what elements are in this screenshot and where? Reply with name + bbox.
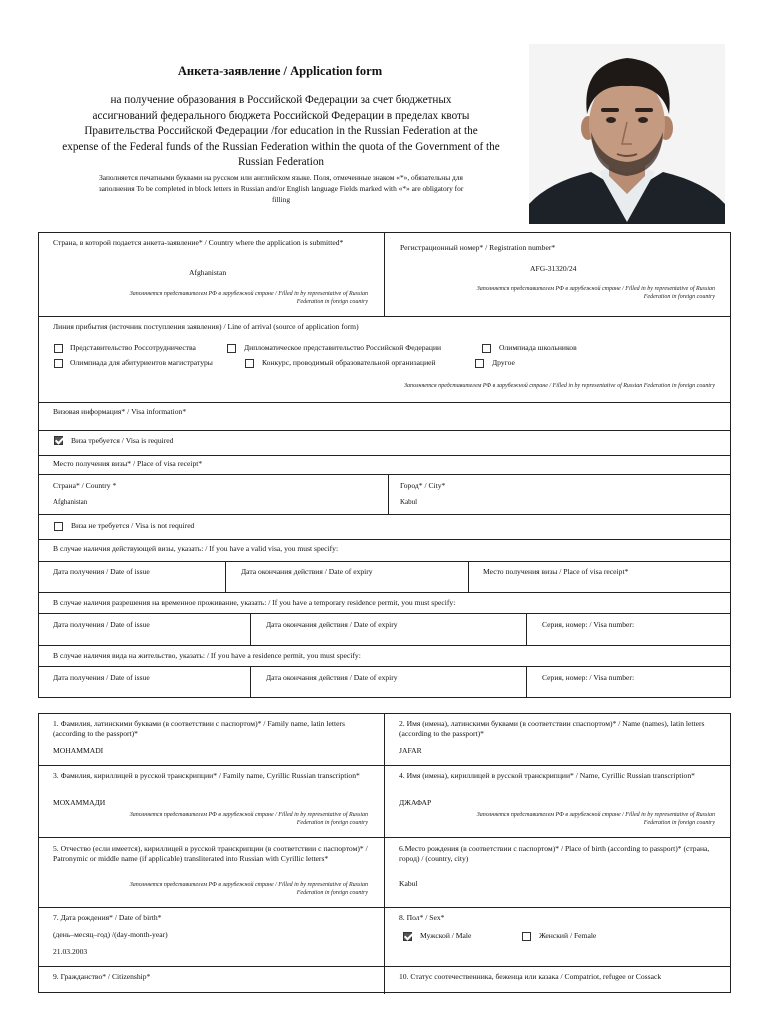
sex-female-checkbox[interactable] <box>522 932 531 941</box>
option-label: Конкурс, проводимый образовательной организацией <box>262 358 436 367</box>
option-diplomatic-checkbox[interactable] <box>227 344 236 353</box>
birthplace-label: 6.Место рождения (в соответствии с паспортом)* / Place of birth (according to passport)* (страна, город) / (country, city) <box>399 844 710 863</box>
dob-format: (день–месяц–год) /(day-month-year) <box>53 930 168 939</box>
res-series-number-label: Серия, номер: / Visa number: <box>542 673 635 682</box>
sex-label: 8. Пол* / Sex* <box>399 913 445 922</box>
compatriot-label: 10. Статус соотечественника, беженца или казака / Compatriot, refugee or Cossack <box>399 972 662 981</box>
rep-note: Заполняется представителем РФ в зарубежной стране / Filled in by representative of Russian Federation in foreign country <box>129 812 368 826</box>
rep-note: Заполняется представителем РФ в зарубежной стране / Filled in by representative of Russian Federation in foreign country <box>476 286 715 300</box>
subtitle-line: Правительства Российской Федерации /for education in the Russian Federation at the <box>84 125 478 137</box>
country-value: Afghanistan <box>189 268 227 277</box>
family-name-label: 1. Фамилия, латинскими буквами (в соответствии с паспортом)* / Family name, latin letters (according to the passport)* <box>53 719 345 738</box>
option-label: Представительство Россотрудничества <box>70 343 196 352</box>
sex-female-label: Женский / Female <box>539 931 597 940</box>
country-label: Страна, в которой подается анкета-заявление* / Country where the application is submitted* <box>53 238 344 247</box>
line-of-arrival-label: Линия прибытия (источник поступления заявления) / Line of arrival (source of application form) <box>53 322 359 331</box>
form-subtitle <box>50 93 512 171</box>
patronymic-label: 5. Отчество (если имеется), кириллицей в русской транскрипции (в соответствии с паспортом)* / Patronymic or middle name (if applicable) transliterated into Russian with Cyrillic letters* <box>53 844 368 863</box>
valid-visa-label: В случае наличия действующей визы, указать: / If you have a valid visa, you must specify: <box>53 544 339 553</box>
city-value: Kabul <box>400 498 418 506</box>
family-name-value: MOHAMMADI <box>53 746 104 755</box>
applicant-photo <box>529 44 725 224</box>
visa-not-required-checkbox[interactable] <box>54 522 63 531</box>
temp-date-issue-label: Дата получения / Date of issue <box>53 620 150 629</box>
name-cyr-value: ДЖАФАР <box>399 798 432 807</box>
rep-note: Заполняется представителем РФ в зарубежной стране / Filled in by representative of Russian Federation in foreign country <box>129 291 368 305</box>
visa-required-label: Виза требуется / Visa is required <box>71 436 174 445</box>
visa-not-required-label: Виза не требуется / Visa is not required <box>71 521 195 530</box>
temp-permit-label: В случае наличия разрешения на временное проживание, указать: / If you have a temporary residence permit, you must specify: <box>53 598 456 607</box>
sex-male-label: Мужской / Male <box>420 931 472 940</box>
res-date-expiry-label: Дата окончания действия / Date of expiry <box>266 673 398 682</box>
form-title: Анкета-заявление / Application form <box>177 64 383 78</box>
res-date-issue-label: Дата получения / Date of issue <box>53 673 150 682</box>
subtitle-line: на получение образования в Российской Федерации за счет бюджетных <box>110 94 452 106</box>
instruction-line: Заполняется печатными буквами на русском или английском языке. Поля, отмеченные знаком «*», обязательны для <box>99 173 463 182</box>
instruction-line: filling <box>271 195 291 204</box>
subtitle-line: ассигнований федерального бюджета Российской Федерации в пределах квоты <box>92 109 470 122</box>
temp-date-expiry-label: Дата окончания действия / Date of expiry <box>266 620 398 629</box>
residence-permit-label: В случае наличия вида на жительство, указать: / If you have a residence permit, you must specify: <box>53 651 361 660</box>
country-star-label: Страна* / Country * <box>53 481 117 490</box>
name-value: JAFAR <box>399 746 422 755</box>
option-other-checkbox[interactable] <box>475 359 484 368</box>
option-label: Олимпиада школьников <box>499 343 577 352</box>
dob-label: 7. Дата рождения* / Date of birth* <box>53 913 162 922</box>
regnum-value: AFG-31320/24 <box>530 264 577 273</box>
subtitle-line: Russian Federation <box>237 156 325 168</box>
temp-series-number-label: Серия, номер: / Visa number: <box>542 620 635 629</box>
name-label: 2. Имя (имена), латинскими буквами (в соответствии спаспортом)* / Name (names), latin letters (according to the passport)* <box>399 719 705 738</box>
visa-required-checkbox[interactable] <box>54 436 63 445</box>
citizenship-label: 9. Гражданство* / Citizenship* <box>53 972 151 981</box>
dob-value: 21.03.2003 <box>53 947 88 956</box>
birthplace-value: Kabul <box>399 879 418 888</box>
country-star-value: Afghanistan <box>53 498 88 506</box>
family-cyr-value: МОХАММАДИ <box>53 798 106 807</box>
instruction-line: заполнения To be completed in block letters in Russian and/or English language Fields marked with «*» are obligatory for <box>98 184 464 193</box>
sex-male-checkbox[interactable] <box>403 932 412 941</box>
place-of-receipt-label: Место получения визы* / Place of visa receipt* <box>53 459 203 468</box>
rep-note: Заполняется представителем РФ в зарубежной стране / Filled in by representative of Russian Federation in foreign country <box>476 812 715 826</box>
place-visa-receipt-label: Место получения визы / Place of visa receipt* <box>483 567 629 576</box>
rep-note: Заполняется представителем РФ в зарубежной стране / Filled in by representative of Russian Federation in foreign country <box>129 882 368 896</box>
option-label: Олимпиада для абитуриентов магистратуры <box>70 358 213 367</box>
rep-note-single: Заполняется представителем РФ в зарубежной стране / Filled in by representative of Russian Federation in foreign country <box>404 383 715 389</box>
option-olympiad-school-checkbox[interactable] <box>482 344 491 353</box>
option-rossotrudnichestvo-checkbox[interactable] <box>54 344 63 353</box>
visa-info-label: Визовая информация* / Visa information* <box>53 407 187 416</box>
option-contest-checkbox[interactable] <box>245 359 254 368</box>
regnum-label: Регистрационный номер* / Registration number* <box>400 243 556 252</box>
family-cyr-label: 3. Фамилия, кириллицей в русской транскрипции* / Family name, Cyrillic Russian transcription* <box>53 771 360 780</box>
visa-date-issue-label: Дата получения / Date of issue <box>53 567 150 576</box>
visa-date-expiry-label: Дата окончания действия / Date of expiry <box>241 567 373 576</box>
name-cyr-label: 4. Имя (имена), кириллицей в русской транскрипции* / Name, Cyrillic Russian transcription* <box>399 771 695 780</box>
option-olympiad-masters-checkbox[interactable] <box>54 359 63 368</box>
subtitle-line: expense of the Federal funds of the Russian Federation within the quota of the Government of the <box>62 140 500 153</box>
option-label: Дипломатическое представительство Российской Федерации <box>244 343 442 352</box>
city-label: Город* / City* <box>400 481 446 490</box>
fill-instructions <box>55 172 507 205</box>
option-label: Другое <box>492 358 515 367</box>
